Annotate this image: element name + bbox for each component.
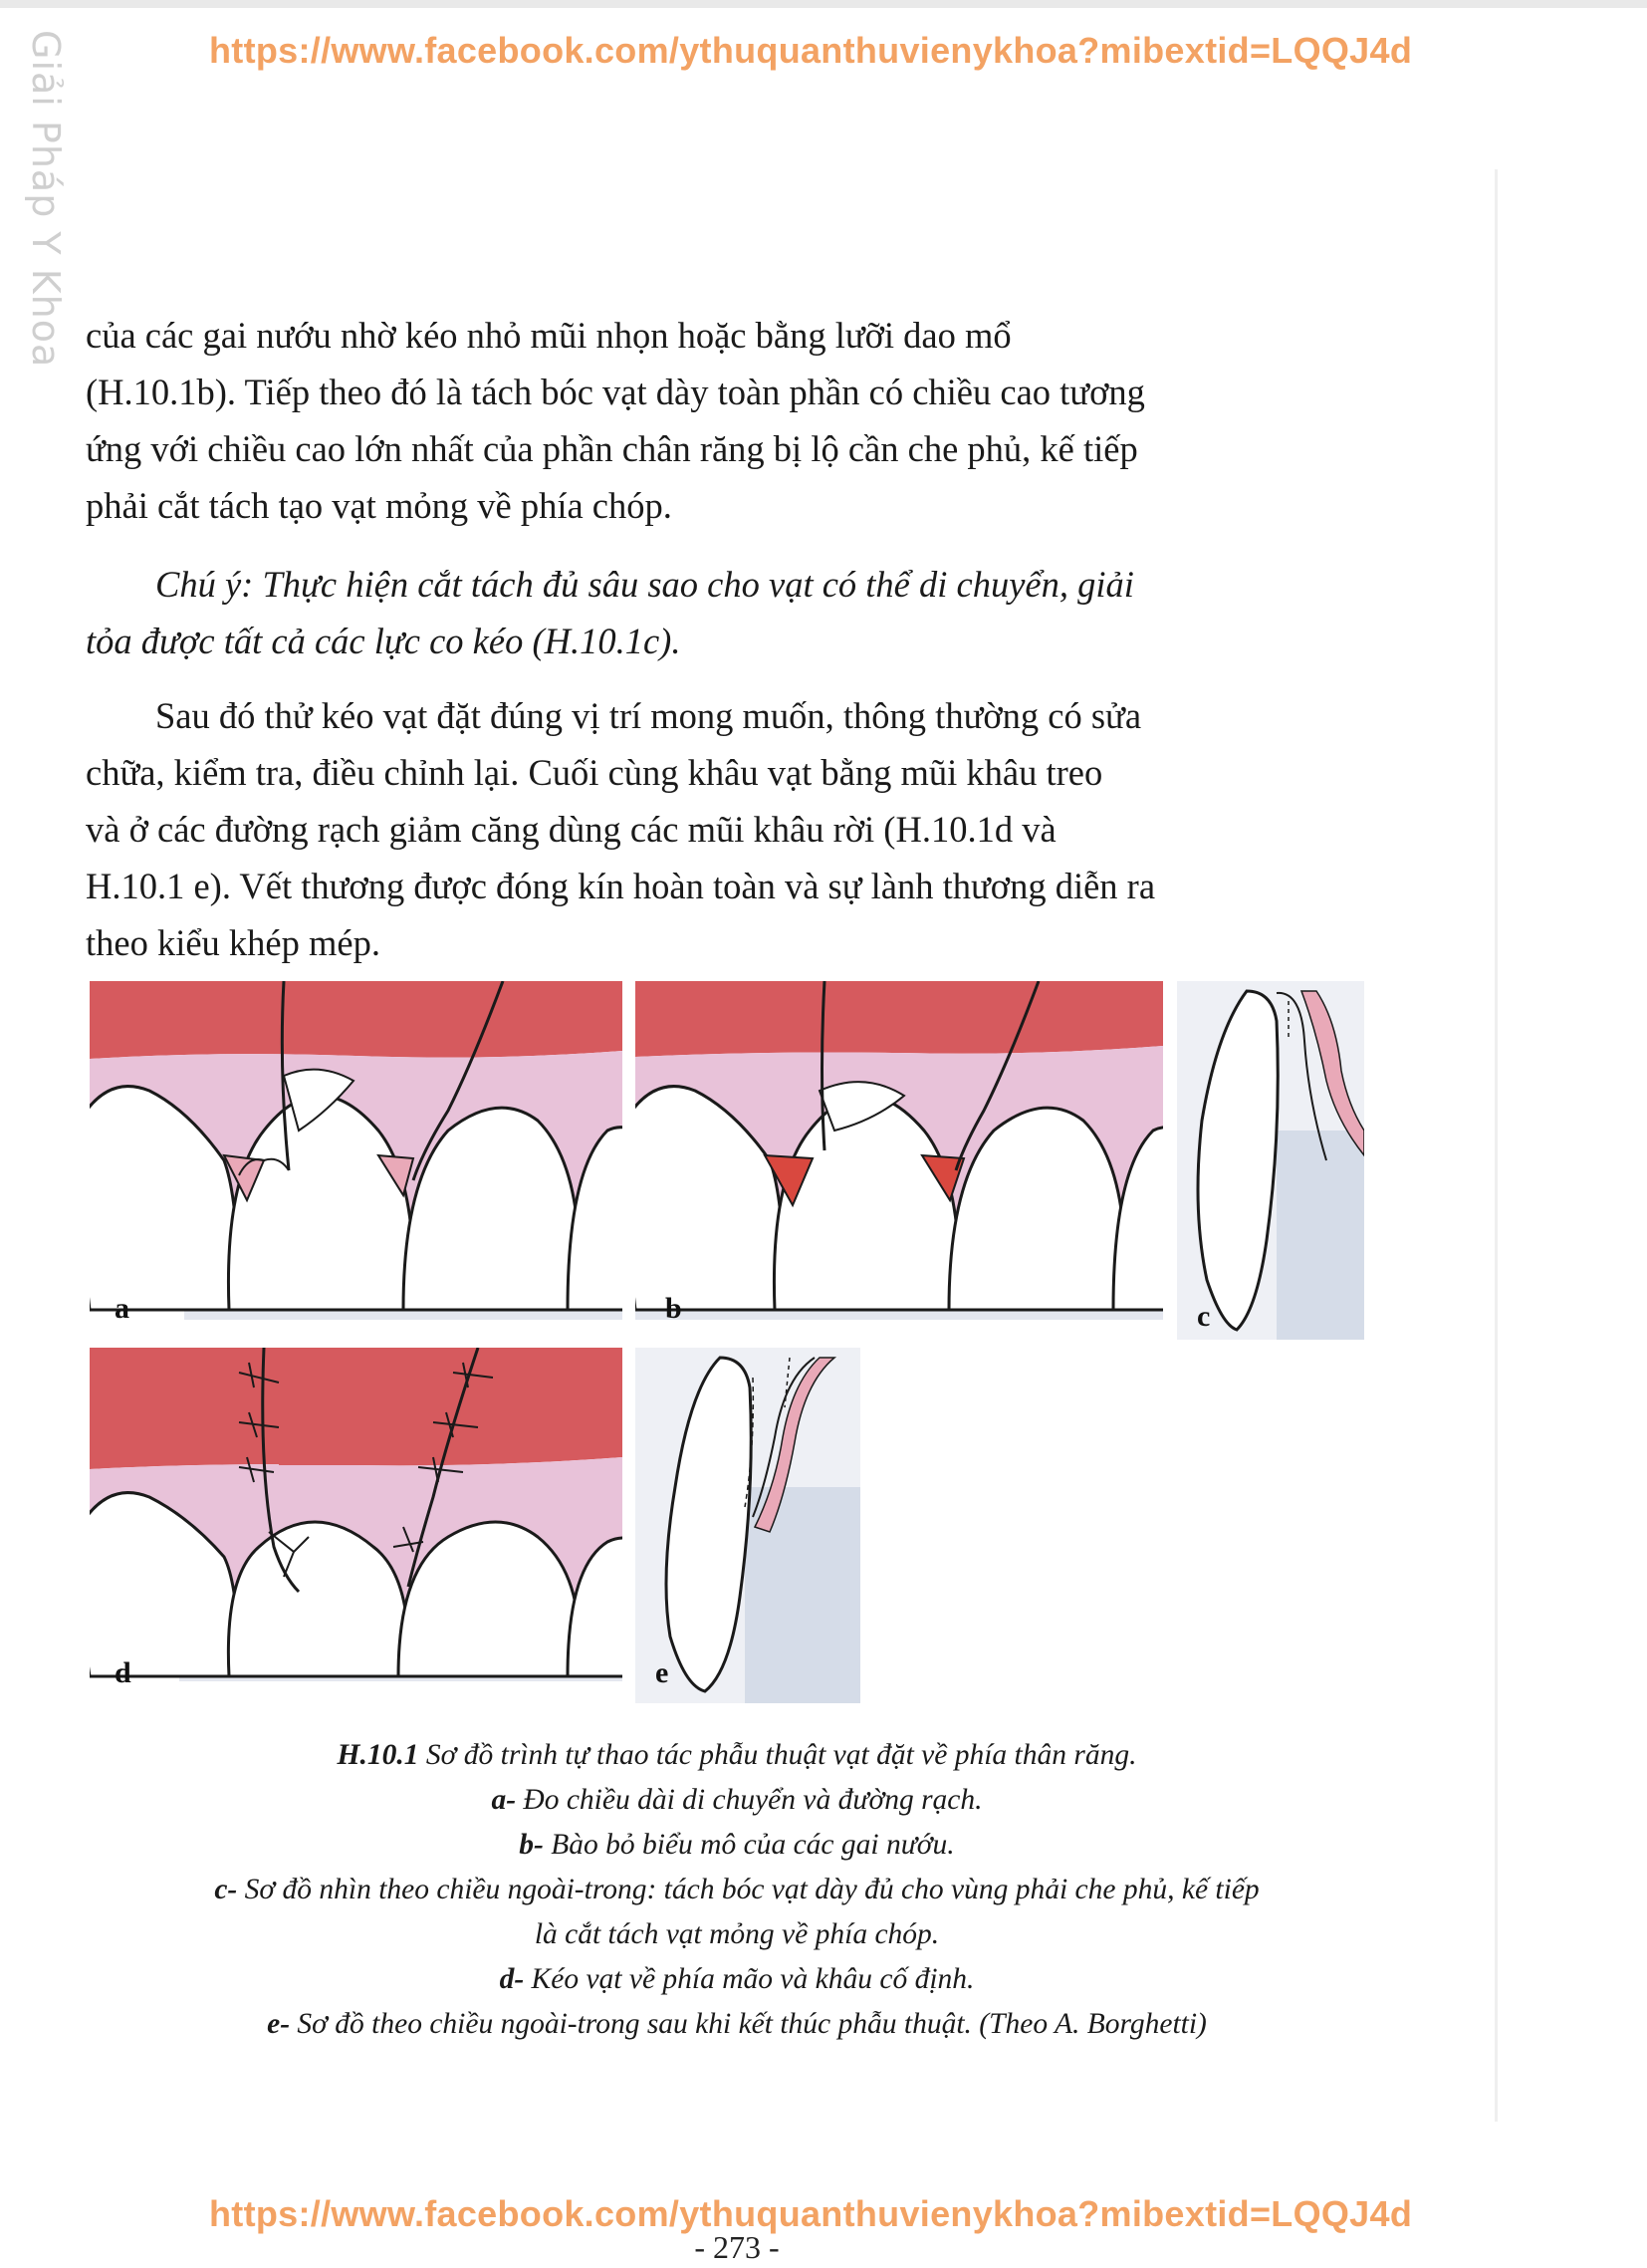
panel-c-section-diagram bbox=[1177, 981, 1364, 1340]
caption-title-prefix: H.10.1 bbox=[337, 1739, 419, 1771]
caption-text: Sơ đồ nhìn theo chiều ngoài-trong: tách bóc vạt dày đủ cho vùng phải che phủ, kế tiếp bbox=[237, 1874, 1260, 1905]
caption-text: Đo chiều dài di chuyển và đường rạch. bbox=[516, 1784, 983, 1816]
panel-label-c: c bbox=[1197, 1300, 1211, 1333]
caption-line-c-cont bbox=[90, 1912, 1384, 1957]
caption-line-b bbox=[90, 1823, 1384, 1868]
watermark: Giải Pháp Y Khoa bbox=[24, 30, 68, 369]
paragraph-1-line: của các gai nướu nhờ kéo nhỏ mũi nhọn hoặc bằng lưỡi dao mổ bbox=[86, 315, 1012, 356]
page-top-edge bbox=[0, 0, 1647, 8]
paragraph-1 bbox=[86, 307, 1360, 534]
paragraph-1-line: (H.10.1b). Tiếp theo đó là tách bóc vạt dày toàn phần có chiều cao tương bbox=[86, 372, 1145, 412]
panel-label-b: b bbox=[665, 1292, 682, 1325]
caption-text: Bào bỏ biểu mô của các gai nướu. bbox=[543, 1829, 955, 1861]
panel-d-suture-diagram bbox=[90, 1348, 622, 1703]
paragraph-3-line: và ở các đường rạch giảm căng dùng các mũi khâu rời (H.10.1d và bbox=[86, 809, 1057, 850]
page-number: - 273 - bbox=[694, 2229, 780, 2265]
paragraph-3-line: chữa, kiểm tra, điều chỉnh lại. Cuối cùng khâu vạt bằng mũi khâu treo bbox=[86, 752, 1103, 793]
caption-text: Kéo vạt về phía mão và khâu cố định. bbox=[524, 1963, 975, 1995]
panel-a-incision-diagram bbox=[90, 981, 622, 1340]
panel-e-section-diagram bbox=[635, 1348, 860, 1703]
scan-edge-shadow bbox=[1495, 169, 1498, 2122]
paragraph-3-line: Sau đó thử kéo vạt đặt đúng vị trí mong muốn, thông thường có sửa bbox=[155, 695, 1142, 736]
paragraph-1-line: ứng với chiều cao lớn nhất của phần chân răng bị lộ cần che phủ, kế tiếp bbox=[86, 428, 1138, 469]
paragraph-3-line: H.10.1 e). Vết thương được đóng kín hoàn toàn và sự lành thương diễn ra bbox=[86, 866, 1156, 906]
caption-title bbox=[90, 1733, 1384, 1778]
paragraph-3-line: theo kiểu khép mép. bbox=[86, 922, 380, 963]
figure-caption bbox=[90, 1733, 1384, 2047]
caption-line-e bbox=[90, 2002, 1384, 2047]
footer-facebook-link[interactable]: https://www.facebook.com/ythuquanthuvienykhoa?mibextid=LQQJ4d bbox=[209, 2193, 1413, 2234]
note-line: tỏa được tất cả các lực co kéo (H.10.1c). bbox=[86, 621, 681, 661]
header-facebook-link[interactable]: https://www.facebook.com/ythuquanthuvienykhoa?mibextid=LQQJ4d bbox=[209, 30, 1413, 71]
caption-line-a bbox=[90, 1778, 1384, 1823]
caption-prefix: e- bbox=[267, 2008, 291, 2040]
caption-title-text: Sơ đồ trình tự thao tác phẫu thuật vạt đặt về phía thân răng. bbox=[418, 1739, 1137, 1771]
caption-text: là cắt tách vạt mỏng về phía chóp. bbox=[534, 1918, 940, 1950]
caption-prefix: b- bbox=[519, 1829, 544, 1861]
caption-prefix: c- bbox=[214, 1874, 238, 1905]
caption-text: Sơ đồ theo chiều ngoài-trong sau khi kết thúc phẫu thuật. (Theo A. Borghetti) bbox=[290, 2008, 1207, 2040]
panel-label-e: e bbox=[655, 1656, 669, 1689]
figure-h10-1 bbox=[90, 981, 1364, 1708]
panel-label-d: d bbox=[115, 1656, 131, 1689]
note-paragraph bbox=[86, 556, 1360, 669]
note-line: Chú ý: Thực hiện cắt tách đủ sâu sao cho vạt có thể di chuyển, giải bbox=[155, 564, 1134, 605]
panel-b-deepithelialization-diagram bbox=[635, 981, 1163, 1340]
caption-line-c bbox=[90, 1868, 1384, 1912]
paragraph-1-line: phải cắt tách tạo vạt mỏng về phía chóp. bbox=[86, 485, 672, 526]
caption-prefix: a- bbox=[491, 1784, 517, 1816]
caption-line-d bbox=[90, 1957, 1384, 2002]
caption-prefix: d- bbox=[499, 1963, 525, 1995]
panel-label-a: a bbox=[115, 1292, 129, 1325]
paragraph-3 bbox=[86, 687, 1360, 971]
